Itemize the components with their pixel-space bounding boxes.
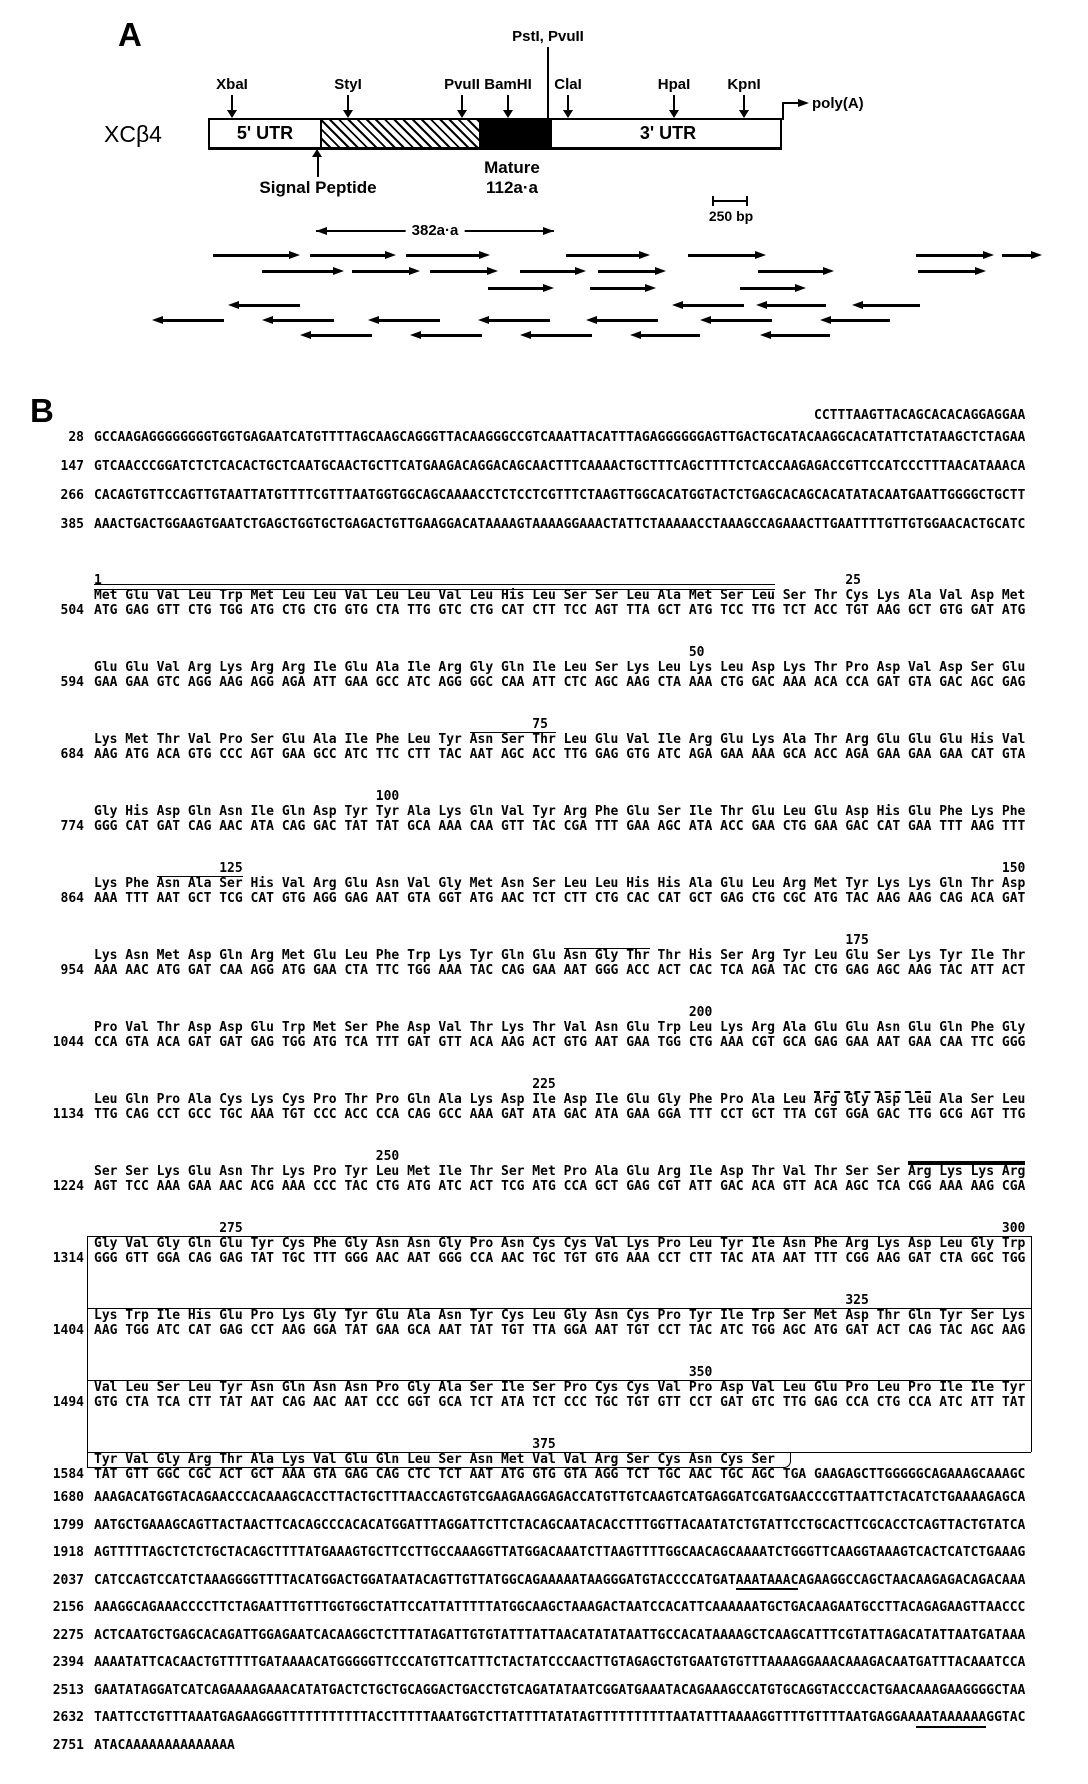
sequence-text: ATG GAG GTT CTG TGG ATG CTG CTG GTG CTA TTG GTC CTG CAT CTT TCC AGT TTA GCT ATG TCC TTG TCT ACC TGT AAG GCT GTG GAT ATG	[94, 603, 1026, 618]
sequence-line-number: 147	[60, 459, 84, 474]
scale-bar-tick-right	[746, 196, 748, 206]
sequence-text: AAA AAC ATG GAT CAA AGG ATG GAA CTA TTC TGG AAA TAC CAG GAA AAT GGG ACC ACT CAC TCA AGA TAC CTG GAG AGC AAG TAC ATT ACT	[94, 963, 1026, 978]
sequencing-arrowhead	[655, 267, 666, 275]
sequence-line-number: 1314	[52, 1251, 84, 1266]
nucleotide-row	[26, 891, 1076, 906]
sequencing-arrowhead	[630, 331, 641, 339]
residue-marker-row	[94, 1077, 1076, 1092]
sequence-text: Tyr Val Gly Arg Thr Ala Lys Val Glu Gln Leu Ser Asn Met Val Val Arg Ser Cys Asn Cys Ser	[94, 1452, 775, 1467]
mature-box-left-border	[87, 1236, 88, 1467]
sequencing-arrow-right	[758, 270, 825, 273]
sequence-text: Lys Trp Ile His Glu Pro Lys Gly Tyr Glu Ala Asn Tyr Cys Leu Gly Asn Cys Pro Tyr Ile Trp Ser Met Asp Thr Gln Tyr Ser Lys	[94, 1308, 1026, 1323]
sequencing-arrowhead	[152, 316, 163, 324]
sequence-text: Glu Glu Val Arg Lys Arg Arg Ile Glu Ala Ile Arg Gly Gln Ile Leu Ser Lys Leu Lys Leu Asp Lys Thr Pro Asp Val Asp Ser Glu	[94, 660, 1026, 675]
sequencing-arrow-left	[237, 304, 300, 307]
signal-peptide-label: Signal Peptide	[259, 178, 377, 197]
sequencing-arrowhead	[300, 331, 311, 339]
sequence-text: Ser Ser Lys Glu Asn Thr Lys Pro Tyr Leu Met Ile Thr Ser Met Pro Ala Glu Arg Ile Asp Thr Val Thr Ser Ser Arg Lys Lys Arg	[94, 1164, 1026, 1179]
sequencing-arrowhead	[820, 316, 831, 324]
utr3-row	[26, 1738, 1076, 1766]
sequence-text: CCA GTA ACA GAT GAT GAG TGG ATG TCA TTT GAT GTT ACA AAG ACT GTG AAT GAA TGG CTG AAA CGT GCA GAG GAA AAT GAA CAA TTC GGG	[94, 1035, 1026, 1050]
sequence-line-number: 1404	[52, 1323, 84, 1338]
residue-marker-row	[94, 1437, 1076, 1452]
sequence-text: GCCAAGAGGGGGGGGTGGTGAGAATCATGTTTTAGCAAGCAGGGTTACAAGGGCCGTCAAATTACATTTAGAGGGGGGAGTTGACTGCATACAAGGCACATATTCTATAAGCTCTAGAA	[94, 430, 1026, 445]
panel-a-label: A	[118, 16, 142, 53]
amino-acid-row	[26, 876, 1076, 891]
sequencing-arrow-right	[918, 270, 977, 273]
codon-block-1134	[26, 1050, 1076, 1122]
sequence-text: Lys Asn Met Asp Gln Arg Met Glu Leu Phe Trp Lys Tyr Gln Glu Asn Gly Thr Thr His Ser Arg Tyr Leu Glu Ser Lys Tyr Ile Thr	[94, 948, 1026, 963]
amino-acid-row	[26, 660, 1076, 675]
mature-box-right-border	[1031, 1236, 1032, 1452]
mature-box-closing-corner	[87, 1452, 791, 1468]
residue-number-marker: 325	[845, 1293, 869, 1308]
sequence-text: Met Glu Val Leu Trp Met Leu Leu Val Leu Leu Val Leu His Leu Ser Ser Leu Ala Met Ser Leu Ser Thr Cys Lys Ala Val Asp Met	[94, 588, 1026, 603]
sequence-text: AAACTGACTGGAAGTGAATCTGAGCTGGTGCTGAGACTGTTGAAGGACATAAAAGTAAAAGGAAACTATTCTAAAAACCTAAAGCCAGAAACTTGAATTTTGTTGTGGAACACTGCATC	[94, 517, 1026, 532]
sequence-text: TAATTCCTGTTTAAATGAGAAGGGTTTTTTTTTTTACCTTTTTAAATGGTCTTATTTTATATAGTTTTTTTTTTAATATTTAAAAGGTTTTGTTTTAATGAGGAAAATAAAAAAGGTAC	[94, 1710, 1025, 1725]
residue-marker-row	[94, 933, 1076, 948]
sequencing-arrowhead	[823, 267, 834, 275]
sequencing-arrowhead	[487, 267, 498, 275]
sequencing-arrow-left	[419, 334, 482, 337]
codon-block-1494	[26, 1338, 1076, 1410]
sequencing-arrowhead	[756, 301, 767, 309]
nucleotide-row	[26, 1035, 1076, 1050]
sequence-text: Gly His Asp Gln Asn Ile Gln Asp Tyr Tyr Ala Lys Gln Val Tyr Arg Phe Glu Ser Ile Thr Glu Leu Glu Asp His Glu Phe Lys Phe	[94, 804, 1026, 819]
sequencing-arrow-left	[595, 319, 658, 322]
polya-arrowhead	[798, 99, 809, 107]
sequencing-arrow-left	[529, 334, 592, 337]
bar-segment-3' UTR	[550, 120, 784, 147]
sequence-text: AAAGACATGGTACAGAACCCACAAAGCACCTTACTGCTTTAACCAGTGTCGAAGAAGGAGACCATGTTGTCAAGTCATGAGGATCGATGAACCCGTTAATTCTACATCTGAAAAGAGCA	[94, 1490, 1026, 1505]
residue-number-marker: 250	[375, 1149, 400, 1164]
scale-bar-tick-left	[712, 196, 714, 206]
residue-number-marker: 375	[532, 1437, 556, 1452]
sequencing-arrowhead	[575, 267, 586, 275]
sequence-text: ACTCAATGCTGAGCACAGATTGGAGAATCACAAGGCTCTTTATAGATTGTGTATTTATTAACATATATAATTGCCACATAAAAGCTCAAGCATTTCGTATTAGACATATTAATGATAAA	[94, 1627, 1026, 1643]
sequencing-arrowhead	[478, 316, 489, 324]
sequencing-arrow-left	[829, 319, 890, 322]
utr5-row	[26, 459, 1076, 488]
utr5-sequence-lines	[26, 430, 1076, 546]
sequencing-arrowhead	[700, 316, 711, 324]
glycosylation-site-overline	[564, 948, 650, 949]
sequence-text: Gly Val Gly Gln Glu Tyr Cys Phe Gly Asn Asn Gly Pro Asn Cys Cys Val Lys Pro Leu Tyr Ile Asn Phe Arg Lys Asp Leu Gly Trp	[94, 1236, 1026, 1251]
sequence-text: CCTTTAAGTTACAGCACACAGGAGGAA	[814, 408, 1026, 423]
bar-segment-filled	[479, 120, 550, 147]
mature-length-label: 112a·a	[486, 178, 538, 197]
sequencing-arrowhead	[409, 267, 420, 275]
codon-block-594	[26, 618, 1076, 690]
nucleotide-row	[26, 675, 1076, 690]
sequencing-arrow-right	[598, 270, 657, 273]
residue-number-marker: 225	[532, 1077, 556, 1092]
residue-number-marker: 100	[375, 789, 400, 804]
codon-block-1314	[26, 1194, 1076, 1266]
mature-label: Mature	[484, 158, 540, 177]
scale-bar	[712, 200, 748, 202]
sequencing-arrow-right	[740, 287, 797, 290]
sequence-text: GGG CAT GAT CAG AAC ATA CAG GAC TAT TAT GCA AAA CAA GTT TAC CGA TTT GAA AGC ATA ACC GAA CTG GAA GAC CAT GAA TTT AAG TTT	[94, 819, 1026, 834]
precursor-span-arrowhead-left	[316, 227, 327, 235]
nucleotide-row	[26, 603, 1076, 618]
sequence-text: CACAGTGTTCCAGTTGTAATTATGTTTTCGTTTAATGGTGGCAGCAAAACCTCTCCTCGTTTCTAAGTTGGCACATGGTACTCTGAGCACAGCACATATACAATGAATTGGGGCTGCTT	[94, 488, 1026, 503]
utr3-row	[26, 1628, 1076, 1656]
sequence-text: TTG CAG CCT GCC TGC AAA TGT CCC ACC CCA CAG GCC AAA GAT ATA GAC ATA GAA GGA TTT CCT GCT TTA CGT GGA GAC TTG GCG AGT TTG	[94, 1107, 1026, 1122]
sequence-line-number: 2513	[52, 1682, 84, 1698]
amino-acid-row	[26, 1164, 1076, 1179]
sequence-line-number: 2394	[52, 1655, 84, 1670]
sequence-line-number: 1584	[52, 1467, 84, 1482]
codon-block-684	[26, 690, 1076, 762]
restriction-site-label-clai: ClaI	[554, 76, 582, 93]
precursor-span-arrowhead-right	[543, 227, 554, 235]
codon-block-1044	[26, 978, 1076, 1050]
codon-block-954	[26, 906, 1076, 978]
sequencing-arrowhead	[368, 316, 379, 324]
sequencing-arrowhead	[262, 316, 273, 324]
leader-sequence-row	[26, 408, 1076, 430]
sequence-line-number: 2751	[52, 1737, 84, 1753]
sequence-line-number: 2632	[52, 1710, 84, 1725]
residue-number-marker: 75	[532, 717, 548, 732]
sequencing-arrowhead	[639, 251, 650, 259]
sequencing-arrowhead	[520, 331, 531, 339]
sequencing-arrowhead	[1031, 251, 1042, 259]
restriction-site-arrowhead	[227, 110, 237, 118]
bar-segment-5' UTR	[210, 120, 320, 147]
sequence-text: AATGCTGAAAGCAGTTACTAACTTCACAGCCCACACATGGATTTAGGATTCTTCTACAGCAATACACCTTTGGTTACAATATCTGTATTCCTGCACTTCGCACCTCAGTTACTGTATCA	[94, 1517, 1026, 1533]
sequence-line-number: 954	[60, 963, 84, 978]
sequence-text: Pro Val Thr Asp Asp Glu Trp Met Ser Phe Asp Val Thr Lys Thr Val Asn Glu Trp Leu Lys Arg Ala Glu Glu Asn Glu Gln Phe Gly	[94, 1020, 1026, 1035]
signal-peptide-arrowhead	[312, 149, 322, 157]
sequence-line-number: 1044	[52, 1035, 84, 1050]
utr5-row	[26, 517, 1076, 546]
residue-number-marker: 150	[1001, 861, 1026, 876]
sequencing-arrow-right	[213, 254, 291, 257]
residue-marker-row	[94, 717, 1076, 732]
sequence-text: AAA TTT AAT GCT TCG CAT GTG AGG GAG AAT GTA GGT ATG AAC TCT CTT CTG CAC CAT GCT GAG CTG CGC ATG TAC AAG AAG CAG ACA GAT	[94, 891, 1026, 906]
sequence-line-number: 1134	[52, 1107, 84, 1122]
panel-b-sequence	[26, 396, 1076, 1765]
sequence-line-number: 594	[60, 675, 84, 690]
signal-peptide-arrow	[317, 156, 319, 177]
polya-signal-underline: AAATAAAC	[736, 1573, 799, 1591]
sequencing-arrowhead	[645, 284, 656, 292]
restriction-site-arrowhead	[457, 110, 467, 118]
sequencing-arrow-left	[769, 334, 830, 337]
sequencing-arrowhead	[672, 301, 683, 309]
psti-pvuii-line	[547, 47, 549, 118]
sequencing-arrowhead	[975, 267, 986, 275]
amino-acid-row	[26, 948, 1076, 963]
restriction-site-label-pvuii: PvuII	[444, 76, 480, 93]
sequence-text: Lys Met Thr Val Pro Ser Glu Ala Ile Phe Leu Tyr Asn Ser Thr Leu Glu Val Ile Arg Glu Lys Ala Thr Arg Glu Glu Glu His Val	[94, 732, 1026, 747]
residue-number-marker: 350	[688, 1365, 713, 1380]
polya-label: poly(A)	[812, 95, 864, 112]
restriction-site-label-hpai: HpaI	[657, 76, 691, 93]
nucleotide-row	[26, 747, 1076, 762]
sequencing-arrow-left	[765, 304, 826, 307]
sequence-line-number: 1224	[52, 1179, 84, 1194]
codon-block-504	[26, 546, 1076, 618]
residue-marker-row	[94, 1149, 1076, 1164]
sequencing-arrow-right	[916, 254, 985, 257]
residue-marker-row	[94, 1293, 1076, 1308]
sequencing-arrow-right	[406, 254, 481, 257]
sequence-text: CATCCAGTCCATCTAAAGGGGTTTTACATGGACTGGATAATACAGTTGTTATGGCAGAAAAATAAGGGATGTACCCCATGATAAATAAACAGAAGGCCAGCTAACAAGAGACAGACAAA	[94, 1573, 1025, 1588]
sequencing-arrow-left	[271, 319, 334, 322]
utr5-row	[26, 430, 1076, 459]
restriction-site-arrowhead	[739, 110, 749, 118]
cdna-bar	[208, 118, 782, 150]
sequencing-arrow-left	[309, 334, 372, 337]
sequencing-arrowhead	[795, 284, 806, 292]
sequencing-arrow-right	[1002, 254, 1033, 257]
scale-bar-label: 250 bp	[708, 208, 754, 224]
sequence-line-number: 2037	[52, 1572, 84, 1588]
panel-a-cdna-map	[0, 0, 1088, 380]
sequence-line-number: 1799	[52, 1517, 84, 1533]
glycosylation-site-overline	[157, 876, 243, 877]
sequencing-arrow-left	[487, 319, 550, 322]
polya-signal-underline: AATAAAAAA	[916, 1710, 986, 1728]
sequencing-arrowhead	[333, 267, 344, 275]
nucleotide-row	[26, 963, 1076, 978]
sequencing-arrowhead	[228, 301, 239, 309]
amino-acid-row	[26, 1236, 1076, 1251]
codon-block-1404	[26, 1266, 1076, 1338]
sequencing-arrow-left	[709, 319, 772, 322]
nucleotide-row	[26, 1107, 1076, 1122]
sequencing-arrow-right	[590, 287, 647, 290]
sequencing-arrow-right	[262, 270, 335, 273]
rgd-motif-overline	[814, 1091, 931, 1093]
sequencing-arrowhead	[385, 251, 396, 259]
sequencing-arrow-right	[488, 287, 545, 290]
residue-marker-row	[94, 1365, 1076, 1380]
amino-acid-row	[26, 1020, 1076, 1035]
residue-marker-row	[94, 1005, 1076, 1020]
residue-number-marker: 300	[1001, 1221, 1026, 1236]
sequencing-arrowhead	[479, 251, 490, 259]
sequencing-arrow-left	[861, 304, 920, 307]
sequence-text: GAATATAGGATCATCAGAAAAGAAACATATGACTCTGCTGCAGGACTGACCTGTCAGATATAATCGGATGAAATACAGAAAGCCATGTGCAGGTACCCACTGAACAAAGAAGGGGCTAA	[94, 1682, 1026, 1698]
sequence-text: AAG ATG ACA GTG CCC AGT GAA GCC ATC TTC CTT TAC AAT AGC ACC TTG GAG GTG ATC AGA GAA AAA GCA ACC AGA GAA GAA GAA CAT GTA	[94, 747, 1026, 762]
signal-peptide-underline	[94, 584, 775, 590]
sequence-text: AAAATATTCACAACTGTTTTTGATAAAACATGGGGGTTCCCATGTTCATTTCTACTATCCCAACTTGTAGAGCTGTGAATGTGTTTAAAAGGAAACAAAGACAATGATTTACAAATCCA	[94, 1655, 1026, 1670]
bar-segment-hatched	[320, 120, 479, 147]
utr3-row	[26, 1518, 1076, 1546]
sequencing-arrowhead	[410, 331, 421, 339]
sequence-text: GTCAACCCGGATCTCTCACACTGCTCAATGCAACTGCTTCATGAAGACAGGACAGCAACTTTCAAAACTGCTTTCAGCTTTTCTCACCAAGAGACCGTTCCATCCCTTTAACATAAACA	[94, 459, 1026, 474]
sequencing-arrowhead	[289, 251, 300, 259]
amino-acid-row	[26, 732, 1076, 747]
mature-box-top-rule	[87, 1236, 1031, 1237]
sequencing-arrow-left	[161, 319, 224, 322]
mature-peptide-box	[26, 1194, 1076, 1482]
restriction-site-arrowhead	[669, 110, 679, 118]
sequencing-arrow-right	[566, 254, 641, 257]
restriction-site-arrowhead	[503, 110, 513, 118]
sequence-text: GGG GTT GGA CAG GAG TAT TGC TTT GGG AAC AAT GGG CCA AAC TGC TGT GTG AAA CCT CTT TAC ATA AAT TTT CGG AAG GAT CTA GGC TGG	[94, 1251, 1026, 1266]
sequence-line-number: 504	[60, 603, 84, 618]
amino-acid-row	[26, 1380, 1076, 1395]
glycosylation-site-overline	[470, 732, 556, 733]
restriction-site-label-bamhi: BamHI	[484, 76, 532, 93]
residue-number-marker: 275	[219, 1221, 243, 1236]
sequence-text: TAT GTT GGC CGC ACT GCT AAA GTA GAG CAG CTC TCT AAT ATG GTG GTA AGG TCT TGC AAC TGC AGC TGA GAAGAGCTTGGGGGCAGAAAGCAAAGC	[94, 1467, 1026, 1482]
sequencing-arrow-right	[520, 270, 577, 273]
codon-block-1224	[26, 1122, 1076, 1194]
utr3-sequence-lines	[26, 1490, 1076, 1765]
codon-block-1584	[26, 1410, 1076, 1482]
utr3-row	[26, 1545, 1076, 1573]
residue-number-marker: 200	[688, 1005, 713, 1020]
utr5-row	[26, 488, 1076, 517]
sequence-text: AAG TGG ATC CAT GAG CCT AAG GGA TAT GAA GCA AAT TAT TGT TTA GGA AAT TGT CCT TAC ATC TGG AGC ATG GAT ACT CAG TAC AGC AAG	[94, 1323, 1026, 1338]
mature-box-top-rule	[87, 1308, 1031, 1309]
sequence-text: GTG CTA TCA CTT TAT AAT CAG AAC AAT CCC GGT GCA TCT ATA TCT CCC TGC TGT GTT CCT GAT GTC TTG GAG CCA CTG CCA ATC ATT TAT	[94, 1395, 1026, 1410]
sequence-text: AAAGGCAGAAACCCCTTCTAGAATTTGTTTGGTGGCTATTCCATTATTTTTATGGCAAGCTAAAGACTAATCCACATTCAAAAAATGCTGACAAGAATGCCTTACAGAGAAGTTAACCC	[94, 1600, 1026, 1615]
residue-marker-row	[94, 573, 1076, 588]
sequencing-arrowhead	[983, 251, 994, 259]
nucleotide-row	[26, 1467, 1076, 1482]
sequence-line-number: 2156	[52, 1600, 84, 1615]
nucleotide-row	[26, 1395, 1076, 1410]
sequencing-arrow-right	[310, 254, 387, 257]
restriction-site-arrowhead	[343, 110, 353, 118]
utr3-row	[26, 1490, 1076, 1518]
nucleotide-row	[26, 819, 1076, 834]
amino-acid-row	[26, 804, 1076, 819]
sequence-text: Leu Gln Pro Ala Cys Lys Cys Pro Thr Pro Gln Ala Lys Asp Ile Asp Ile Glu Gly Phe Pro Ala Leu Arg Gly Asp Leu Ala Ser Leu	[94, 1092, 1026, 1107]
residue-number-marker: 125	[219, 861, 243, 876]
residue-marker-row	[94, 645, 1076, 660]
utr3-row	[26, 1600, 1076, 1628]
sequence-line-number: 385	[60, 517, 84, 532]
polya-line-vertical	[782, 102, 784, 120]
cleavage-site-overline	[908, 1161, 1025, 1165]
sequencing-arrowhead	[755, 251, 766, 259]
gene-name-label: XCβ4	[104, 121, 162, 147]
panel-b-label: B	[30, 392, 54, 429]
restriction-site-label-kpni: KpnI	[727, 76, 761, 93]
residue-marker-row	[94, 789, 1076, 804]
sequence-line-number: 28	[68, 430, 84, 445]
residue-number-marker: 50	[688, 645, 705, 660]
sequence-line-number: 1918	[52, 1545, 84, 1560]
sequencing-arrowhead	[852, 301, 863, 309]
restriction-site-arrowhead	[563, 110, 573, 118]
sequence-line-number: 684	[60, 747, 84, 762]
sequence-line-number: 1494	[52, 1395, 84, 1410]
sequence-line-number: 774	[60, 819, 84, 834]
sequence-text: AGT TCC AAA GAA AAC ACG AAA CCC TAC CTG ATG ATC ACT TCG ATG CCA GCT GAG CGT ATT GAC ACA GTT ACA AGC TCA CGG AAA AAG CGA	[94, 1179, 1026, 1194]
sequence-text: Lys Phe Asn Ala Ser His Val Arg Glu Asn Val Gly Met Asn Ser Leu Leu His His Ala Glu Leu Arg Met Tyr Lys Lys Gln Thr Asp	[94, 876, 1026, 891]
residue-marker-row	[94, 1221, 1076, 1236]
residue-number-marker: 175	[845, 933, 869, 948]
restriction-site-label-xbai: XbaI	[216, 76, 248, 93]
sequencing-arrow-right	[688, 254, 757, 257]
sequencing-arrowhead	[760, 331, 771, 339]
sequence-line-number: 864	[60, 891, 84, 906]
restriction-site-label-psti-pvuii: PstI, PvuII	[512, 28, 584, 45]
residue-number-marker: 1	[94, 573, 102, 588]
utr3-row	[26, 1573, 1076, 1601]
residue-marker-row	[94, 861, 1076, 876]
sequence-line-number: 2275	[52, 1627, 84, 1643]
nucleotide-row	[26, 1323, 1076, 1338]
amino-acid-row	[26, 1092, 1076, 1107]
sequence-line-number: 266	[60, 488, 84, 503]
codon-block-774	[26, 762, 1076, 834]
sequencing-arrow-left	[639, 334, 700, 337]
sequencing-arrowhead	[586, 316, 597, 324]
codon-block-864	[26, 834, 1076, 906]
precursor-length-label: 382a·a	[406, 222, 465, 239]
utr3-row	[26, 1655, 1076, 1683]
sequencing-arrowhead	[543, 284, 554, 292]
sequence-line-number: 1680	[52, 1490, 84, 1505]
bar-segment-label: 3' UTR	[639, 122, 697, 143]
sequencing-arrow-left	[377, 319, 440, 322]
sequence-text: AGTTTTTAGCTCTCTGCTACAGCTTTTATGAAAGTGCTTCCTTGCCAAAGGTTATGGACAAATCTTAAGTTTTGGCAACAGCAAAATCTGGGTTCAAGGTAAAGTCACTCATCTGAAAG	[94, 1545, 1026, 1560]
sequencing-arrow-right	[430, 270, 489, 273]
mature-box-top-rule	[87, 1380, 1031, 1381]
nucleotide-row	[26, 1179, 1076, 1194]
amino-acid-row	[26, 1308, 1076, 1323]
sequencing-arrow-left	[681, 304, 744, 307]
sequence-text: Val Leu Ser Leu Tyr Asn Gln Asn Asn Pro Gly Ala Ser Ile Ser Pro Cys Cys Val Pro Asp Val Leu Glu Pro Leu Pro Ile Ile Tyr	[94, 1380, 1026, 1395]
restriction-site-label-styi: StyI	[334, 76, 362, 93]
amino-acid-row	[26, 588, 1076, 603]
bar-segment-label: 5' UTR	[236, 122, 294, 143]
utr3-row	[26, 1710, 1076, 1738]
sequencing-arrow-right	[352, 270, 411, 273]
nucleotide-row	[26, 1251, 1076, 1266]
sequence-text: GAA GAA GTC AGG AAG AGG AGA ATT GAA GCC ATC AGG GGC CAA ATT CTC AGC AAG CTA AAA CTG GAC AAA ACA CCA GAT GTA GAC AGC GAG	[94, 675, 1026, 690]
sequence-text: ATACAAAAAAAAAAAAAA	[94, 1737, 235, 1753]
residue-number-marker: 25	[845, 573, 862, 588]
utr3-row	[26, 1683, 1076, 1711]
